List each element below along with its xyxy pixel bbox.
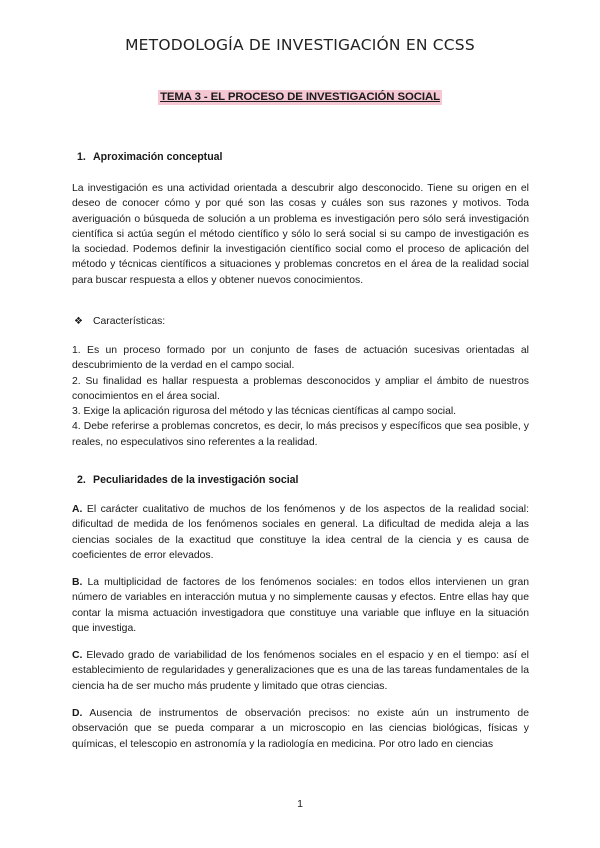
topic-heading-wrap <box>0 87 600 105</box>
characteristics-label: Características: <box>93 316 166 327</box>
list-item: 4. Debe referirse a problemas concretos, es decir, lo más precisos y específicos que sea posible, y reales, no especulativos sino referentes a la realidad. <box>72 421 529 448</box>
list-item: 3. Exige la aplicación rigurosa del método y las técnicas científicas al campo social. <box>72 406 457 418</box>
section-1-number: 1. <box>77 151 86 163</box>
peculiarity-d <box>72 706 529 752</box>
section-1-paragraph-block <box>72 181 529 288</box>
peculiarity-label: A. <box>72 504 83 515</box>
peculiarity-c <box>72 648 529 694</box>
section-1-paragraph: La investigación es una actividad orientada a descubrir algo desconocido. Tiene su origen en el deseo de conocer cómo y por qué son las cosas y cuáles son sus razones y motivos. Toda averiguación o búsqueda de solución a un problema es investigación pero sólo será investigación científica si actúa según el método científico y sólo lo será social si su campo de investigación es la sociedad. Podemos definir la investigación científico social como el proceso de aplicación del método y técnicas científicos a situaciones y problemas concretos en el área de la realidad social para buscar respuesta a ellos y obtener nuevos conocimientos. <box>72 183 529 286</box>
page-number: 1 <box>297 798 303 810</box>
document-title: METODOLOGÍA DE INVESTIGACIÓN EN CCSS <box>125 36 475 54</box>
peculiarity-label: D. <box>72 708 83 719</box>
topic-heading: TEMA 3 - EL PROCESO DE INVESTIGACIÓN SOCIAL <box>160 91 440 103</box>
section-2-heading <box>77 474 299 486</box>
peculiarity-b <box>72 575 529 636</box>
section-2-number: 2. <box>77 474 86 486</box>
peculiarity-label: C. <box>72 650 83 661</box>
section-1-title: Aproximación conceptual <box>93 151 223 163</box>
list-item: 2. Su finalidad es hallar respuesta a problemas desconocidos y ampliar el ámbito de nuestros conocimientos en el área social. <box>72 375 529 402</box>
peculiarity-text: Elevado grado de variabilidad de los fenómenos sociales en el espacio y en el tiempo: así el establecimiento de regularidades y generalizaciones que es una de las tareas fundamentales de la ciencia ha de ser mucho más prudente y limitado que otras ciencias. <box>72 650 529 692</box>
characteristics-list <box>72 343 529 450</box>
section-1-heading <box>77 151 223 163</box>
peculiarity-a <box>72 502 529 563</box>
peculiarity-text: La multiplicidad de factores de los fenómenos sociales: en todos ellos intervienen un gran número de variables en interacción mutua y no simplemente causas y efectos. Entre ellas hay que contar la misma actuación investigadora que constituye una variable que influye en la situación que investiga. <box>72 577 529 634</box>
section-2-title: Peculiaridades de la investigación social <box>93 474 299 486</box>
diamond-bullet-icon: ❖ <box>74 316 83 327</box>
peculiarity-label: B. <box>72 577 83 588</box>
characteristics-bullet <box>74 316 165 327</box>
peculiarity-text: El carácter cualitativo de muchos de los fenómenos y de los aspectos de la realidad social: dificultad de medida de los fenómenos sociales en general. La dificultad de medida aleja a las ciencias sociales de la exactitud que constituye la idea central de la ciencia y es causa de coeficientes de error elevados. <box>72 504 529 561</box>
peculiarity-text: Ausencia de instrumentos de observación precisos: no existe aún un instrumento de observación que se pueda comparar a un microscopio en las ciencias biológicas, físicas y químicas, el telescopio en astronomía y la radiología en medicina. Por otro lado en ciencias <box>72 708 529 750</box>
list-item: 1. Es un proceso formado por un conjunto de fases de actuación sucesivas orientadas al descubrimiento de la verdad en el campo social. <box>72 345 529 372</box>
